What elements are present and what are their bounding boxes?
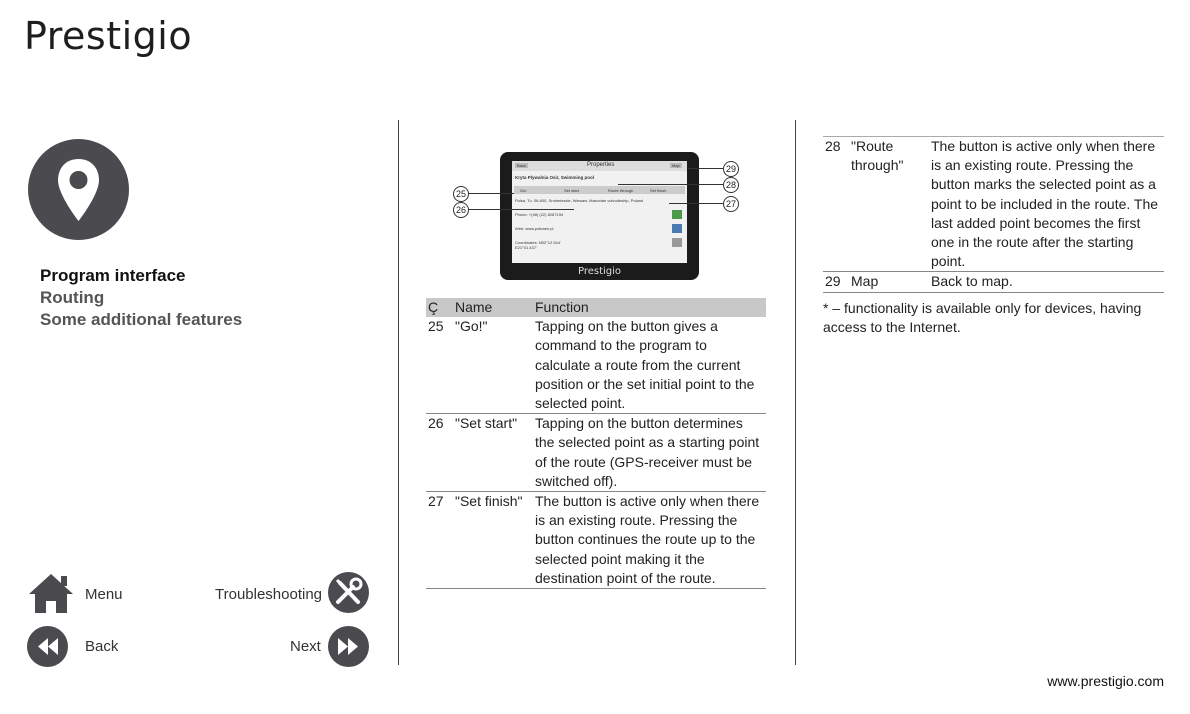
- table-row: [426, 414, 766, 492]
- screen-coordinates: Coordinates: N52°12.344' E21°01.437': [515, 240, 561, 250]
- screen-set-start-button: Set start: [564, 188, 579, 193]
- screen-address: Pulsa, Tu. 06-600, Srodmiescie, Warsaw, Masovian voivodeship, Poland: [515, 198, 644, 203]
- callout-25: 25: [453, 186, 469, 202]
- screen-map-button: Map: [672, 163, 680, 168]
- table-header: [426, 298, 766, 317]
- header-name: Name: [455, 298, 535, 317]
- troubleshooting-link[interactable]: Troubleshooting: [215, 586, 323, 603]
- row-function: Back to map.: [931, 272, 1164, 292]
- row-function: Tapping on the button gives a command to the program to calculate a route from the current position or the set initial point to the selected point.: [535, 317, 766, 414]
- row-num: 28: [823, 137, 851, 272]
- callout-26: 26: [453, 202, 469, 218]
- device-screen: [512, 161, 687, 263]
- column-divider: [795, 120, 796, 665]
- callout-29: 29: [723, 161, 739, 177]
- table-row: [426, 492, 766, 589]
- callout-28: 28: [723, 177, 739, 193]
- row-name: "Set start": [455, 414, 535, 492]
- prestigio-logo: Prestigio: [24, 14, 193, 58]
- screen-title: Properties: [587, 162, 615, 168]
- section-title-program-interface[interactable]: Program interface: [40, 266, 186, 285]
- screen-set-finish-button: Set finish: [650, 188, 667, 193]
- row-num: 27: [426, 492, 455, 589]
- screen-place-name: Kryta Plywalnia Osir, Swimming pool: [515, 175, 595, 180]
- table-row: [823, 137, 1164, 272]
- back-icon[interactable]: [27, 626, 68, 667]
- section-title-routing[interactable]: Routing: [40, 288, 105, 307]
- row-name: "Route through": [851, 137, 931, 272]
- header-function: Function: [535, 298, 766, 317]
- section-title-additional-features[interactable]: Some additional features: [40, 310, 243, 329]
- screen-back-button: Back: [517, 163, 526, 168]
- website-url[interactable]: www.prestigio.com: [1047, 673, 1164, 689]
- internet-note: * – functionality is available only for devices, having access to the Internet.: [823, 300, 1142, 336]
- table-row: [823, 272, 1164, 292]
- row-name: Map: [851, 272, 931, 292]
- next-icon[interactable]: [328, 626, 369, 667]
- function-table-continued: [823, 136, 1164, 293]
- screen-go-button: Go!: [520, 188, 527, 193]
- home-icon[interactable]: [27, 572, 68, 613]
- row-function: Tapping on the button determines the selected point as a starting point of the route (GPS-receiver must be switched off).: [535, 414, 766, 492]
- table-row: [426, 317, 766, 414]
- screen-phone: Phone: +(48) (22) 8287194: [515, 212, 564, 217]
- map-pin-icon: [28, 139, 129, 240]
- row-num: 29: [823, 272, 851, 292]
- screen-route-through-button: Route through: [608, 188, 634, 193]
- row-function: The button is active only when there is an existing route. Pressing the button marks the selected point as a point to be included in the route. The last added point becomes the first one in the route after the starting point.: [931, 137, 1164, 272]
- header-num: Ç: [426, 298, 455, 317]
- device-brand: Prestigio: [577, 266, 622, 277]
- row-name: "Go!": [455, 317, 535, 414]
- row-name: "Set finish": [455, 492, 535, 589]
- back-link[interactable]: Back: [85, 638, 119, 655]
- column-divider: [398, 120, 399, 665]
- callout-27: 27: [723, 196, 739, 212]
- device-illustration: [500, 152, 699, 280]
- row-num: 26: [426, 414, 455, 492]
- next-link[interactable]: Next: [290, 638, 321, 655]
- screen-web: Web: www.polbaen.pl: [515, 226, 554, 231]
- row-num: 25: [426, 317, 455, 414]
- row-function: The button is active only when there is an existing route. Pressing the button continues the route up to the selected point making it the destination point of the route.: [535, 492, 766, 589]
- menu-link[interactable]: Menu: [85, 586, 123, 603]
- tools-icon[interactable]: [328, 572, 369, 613]
- function-table: [426, 298, 766, 589]
